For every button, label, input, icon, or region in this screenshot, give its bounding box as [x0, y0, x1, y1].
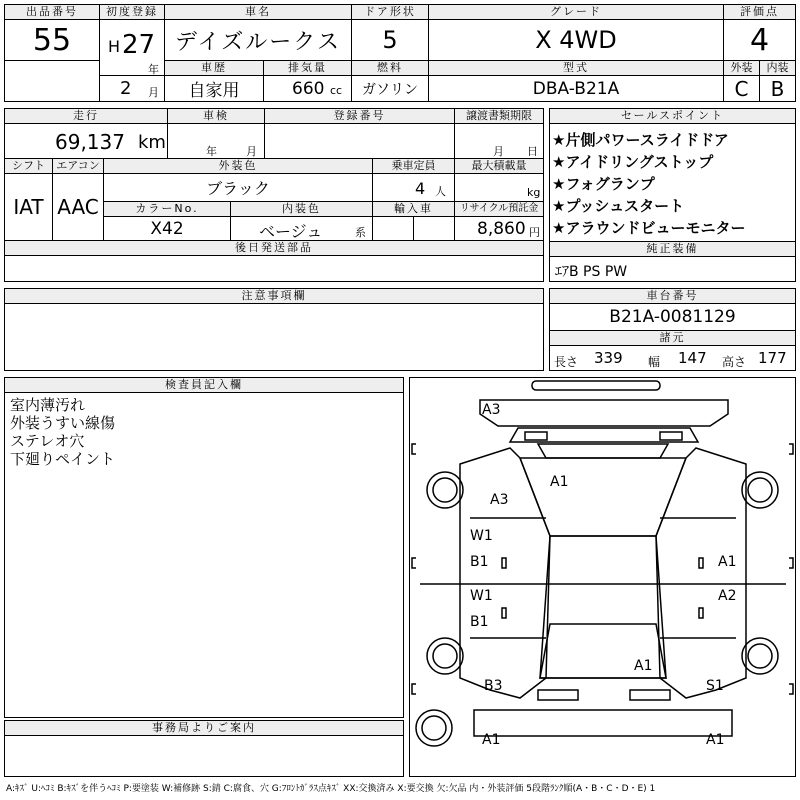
mark-rear-right: A1	[706, 732, 725, 748]
chassis-number: B21A-0081129	[549, 303, 796, 331]
height-label: 高さ	[722, 355, 747, 369]
deadline-cell	[454, 123, 544, 159]
displacement: 660	[292, 79, 325, 99]
import-cell-a	[372, 216, 414, 241]
mark-lr-glass: W1	[470, 588, 493, 604]
fuel: ガソリン	[351, 75, 429, 102]
lot-blank	[4, 60, 100, 102]
dims-cell	[549, 345, 796, 371]
displacement-unit: cc	[330, 84, 343, 97]
year-unit: 年	[148, 63, 159, 76]
recycle-label: リサイクル預託金	[454, 201, 544, 217]
score: 4	[723, 19, 796, 61]
score-label: 評価点	[723, 4, 796, 20]
sales-point: ★片側パワースライドドア	[552, 131, 729, 149]
rear-light-left	[538, 690, 578, 700]
sales-box	[549, 123, 796, 242]
exterior-label: 外装	[723, 60, 760, 76]
chassis-label: 車台番号	[549, 288, 796, 304]
mileage-cell	[4, 123, 168, 159]
shift: IAT	[4, 173, 53, 241]
displacement-cell	[263, 75, 352, 102]
door-label: ドア形状	[351, 4, 429, 20]
car-diagram-svg	[410, 378, 795, 776]
mark-rf-door: A1	[718, 554, 737, 570]
recycle-unit: 円	[529, 226, 540, 239]
mileage-label: 走行	[4, 108, 168, 124]
inspection-label: 車検	[167, 108, 265, 124]
inspector-label: 検査員記入欄	[4, 377, 404, 393]
rear-light-right	[630, 690, 670, 700]
inspection-month-unit: 月	[246, 145, 257, 158]
lot-number: 55	[4, 19, 100, 61]
year: 27	[122, 30, 156, 60]
deadline-label: 譲渡書類期限	[454, 108, 544, 124]
damage-diagram	[409, 377, 796, 777]
width-label: 幅	[648, 355, 661, 369]
color-label: 外装色	[103, 158, 373, 174]
plate-cell	[264, 123, 455, 159]
mark-rear-left: A1	[482, 732, 501, 748]
front-bumper-shape	[480, 400, 728, 426]
plate-label: 登録番号	[264, 108, 455, 124]
front-light-right	[660, 432, 682, 440]
era: H	[108, 37, 121, 56]
month: 2	[120, 78, 132, 99]
inspector-line: ステレオ穴	[10, 432, 85, 450]
mark-lf-glass: W1	[470, 528, 493, 544]
inspector-line: 下廻りペイント	[10, 450, 116, 468]
inspector-line: 室内薄汚れ	[10, 396, 86, 414]
import-label: 輸入車	[372, 201, 455, 217]
sales-point: ★アイドリングストップ	[552, 153, 714, 171]
right-body-panel	[656, 448, 746, 698]
capacity-label: 乗車定員	[372, 158, 455, 174]
sales-label: セールスポイント	[549, 108, 796, 124]
mileage: 69,137	[55, 130, 125, 154]
first-reg-label: 初度登録	[99, 4, 165, 20]
capacity: 4	[415, 179, 426, 198]
fuel-label: 燃料	[351, 60, 429, 76]
sales-point: ★プッシュスタート	[552, 197, 685, 215]
legend: A:ｷｽﾞ U:ﾍｺﾐ B:ｷｽﾞを伴うﾍｺﾐ P:要塗装 W:補修跡 S:錆 C:腐食、穴 G:ﾌﾛﾝﾄｶﾞﾗｽ点ｷｽﾞ XX:交換済み X:要交換 欠:欠品 内・外装評価 5段階ﾗﾝｸ順(A・B・C・D・E) 1	[6, 784, 656, 794]
office-label: 事務局よりご案内	[4, 720, 404, 736]
grade-label: グレード	[428, 4, 724, 20]
exterior-grade: C	[723, 75, 760, 102]
month-unit: 月	[148, 86, 159, 99]
int-color-cell	[230, 216, 373, 241]
length-label: 長さ	[554, 355, 579, 369]
int-color: ベージュ	[259, 222, 323, 241]
mark-lf-door: B1	[470, 554, 489, 570]
color: ブラック	[103, 173, 373, 202]
ac: AAC	[52, 173, 104, 241]
mark-hood: A1	[550, 474, 569, 490]
mark-lr-door: B1	[470, 614, 489, 630]
inspection-year-unit: 年	[206, 145, 217, 158]
later-parts-label: 後日発送部品	[4, 240, 544, 256]
color-no-label: カラーNo.	[103, 201, 231, 217]
dims-label: 諸元	[549, 330, 796, 346]
inspector-box	[4, 392, 404, 718]
deadline-month-unit: 月	[493, 145, 504, 158]
mark-rr-door: A2	[718, 588, 737, 604]
import-cell-b	[413, 216, 455, 241]
interior-grade: B	[759, 75, 796, 102]
ac-label: エアコン	[52, 158, 104, 174]
load-cell	[454, 173, 544, 202]
equipment-cell	[549, 256, 796, 282]
displacement-label: 排気量	[263, 60, 352, 76]
equipment-label: 純正装備	[549, 241, 796, 257]
recycle: 8,860	[477, 219, 526, 239]
length: 339	[594, 349, 623, 367]
hood-shape	[538, 444, 668, 458]
car-name: デイズルークス	[164, 19, 352, 61]
capacity-cell	[372, 173, 455, 202]
int-color-label: 内装色	[230, 201, 373, 217]
recycle-cell	[454, 216, 544, 241]
first-reg-month	[99, 75, 165, 102]
inspector-line: 外装うすい線傷	[10, 414, 116, 432]
height: 177	[758, 349, 787, 367]
front-light-left	[525, 432, 547, 440]
int-color-unit: 系	[355, 226, 366, 239]
sales-point: ★フォグランプ	[552, 175, 655, 193]
mileage-unit: km	[138, 132, 166, 153]
first-reg-year	[99, 19, 165, 76]
load-unit: kg	[527, 186, 541, 199]
mark-right-quarter: S1	[706, 678, 724, 694]
mark-left-quarter: B3	[484, 678, 503, 694]
roof-shape	[540, 536, 666, 678]
deadline-day-unit: 日	[527, 145, 538, 158]
inspection-cell	[167, 123, 265, 159]
capacity-unit: 人	[435, 185, 446, 198]
grade: X 4WD	[428, 19, 724, 61]
model-label: 型式	[428, 60, 724, 76]
rear-bumper-shape	[474, 710, 732, 736]
top-bumper-strip	[532, 381, 660, 390]
car-name-label: 車名	[164, 4, 352, 20]
width: 147	[678, 349, 707, 367]
equipment: ｴｱB PS PW	[555, 264, 628, 280]
mark-roof-rear: A1	[634, 658, 653, 674]
interior-label: 内装	[759, 60, 796, 76]
notes-cell	[4, 303, 544, 371]
left-body-panel	[460, 448, 550, 698]
color-no: X42	[103, 216, 231, 241]
mark-left-fender: A3	[490, 492, 509, 508]
door: 5	[351, 19, 429, 61]
notes-label: 注意事項欄	[4, 288, 544, 304]
later-parts-cell	[4, 255, 544, 282]
lot-label: 出品番号	[4, 4, 100, 20]
sales-point: ★アラウンドビューモニター	[552, 219, 746, 237]
history: 自家用	[164, 75, 264, 102]
model: DBA-B21A	[428, 75, 724, 102]
history-label: 車歴	[164, 60, 264, 76]
mark-front-bumper: A3	[482, 402, 501, 418]
load-label: 最大積載量	[454, 158, 544, 174]
shift-label: シフト	[4, 158, 53, 174]
office-cell	[4, 735, 404, 777]
